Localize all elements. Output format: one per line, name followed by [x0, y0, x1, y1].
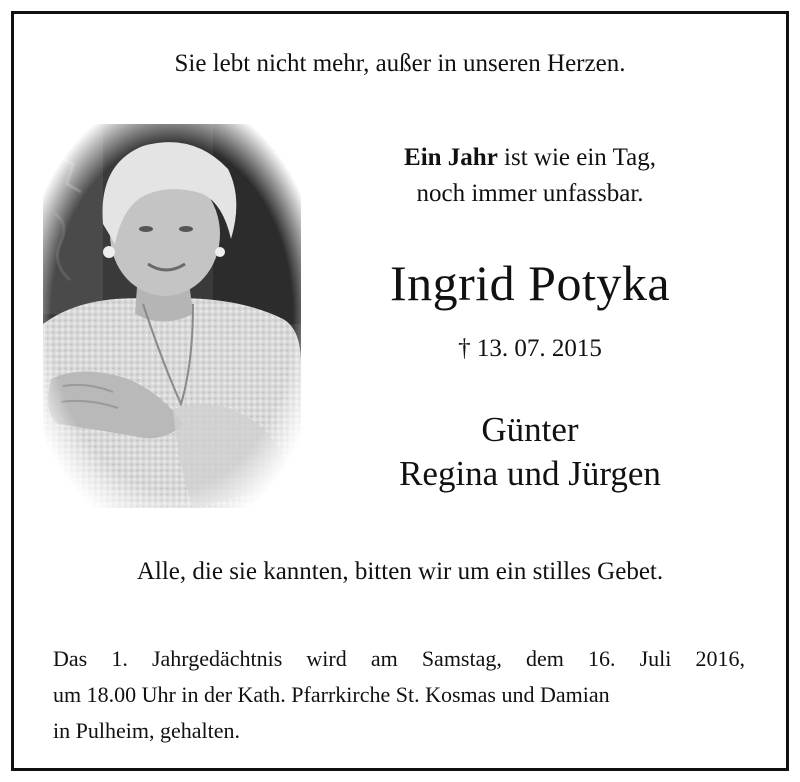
prayer-request: Alle, die sie kannten, bitten wir um ein stilles Gebet. [136, 558, 664, 585]
memorial-line-1: Das 1. Jahrgedächtnis wird am Samstag, dem 16. Juli 2016, [53, 646, 745, 671]
death-date-line [340, 335, 720, 363]
memorial-line-2: um 18.00 Uhr in der Kath. Pfarrkirche St. Kosmas und Damian [53, 682, 610, 707]
memorial-line-3: in Pulheim, gehalten. [53, 718, 240, 743]
quote-line-1 [340, 140, 720, 176]
mourner-line-2: Regina und Jürgen [399, 454, 661, 493]
motto: Sie lebt nicht mehr, außer in unseren Herzen. [174, 50, 626, 77]
death-date: 13. 07. 2015 [476, 335, 602, 362]
mourner-line-1: Günter [481, 410, 579, 449]
deceased-name: Ingrid Potyka [389, 255, 671, 311]
portrait-photo [43, 124, 301, 508]
quote-line-2: noch immer unfassbar. [416, 180, 644, 207]
quote-bold: Ein Jahr [404, 144, 498, 171]
cross-icon: † [458, 335, 471, 362]
quote-line-1-rest: ist wie ein Tag, [497, 144, 656, 171]
